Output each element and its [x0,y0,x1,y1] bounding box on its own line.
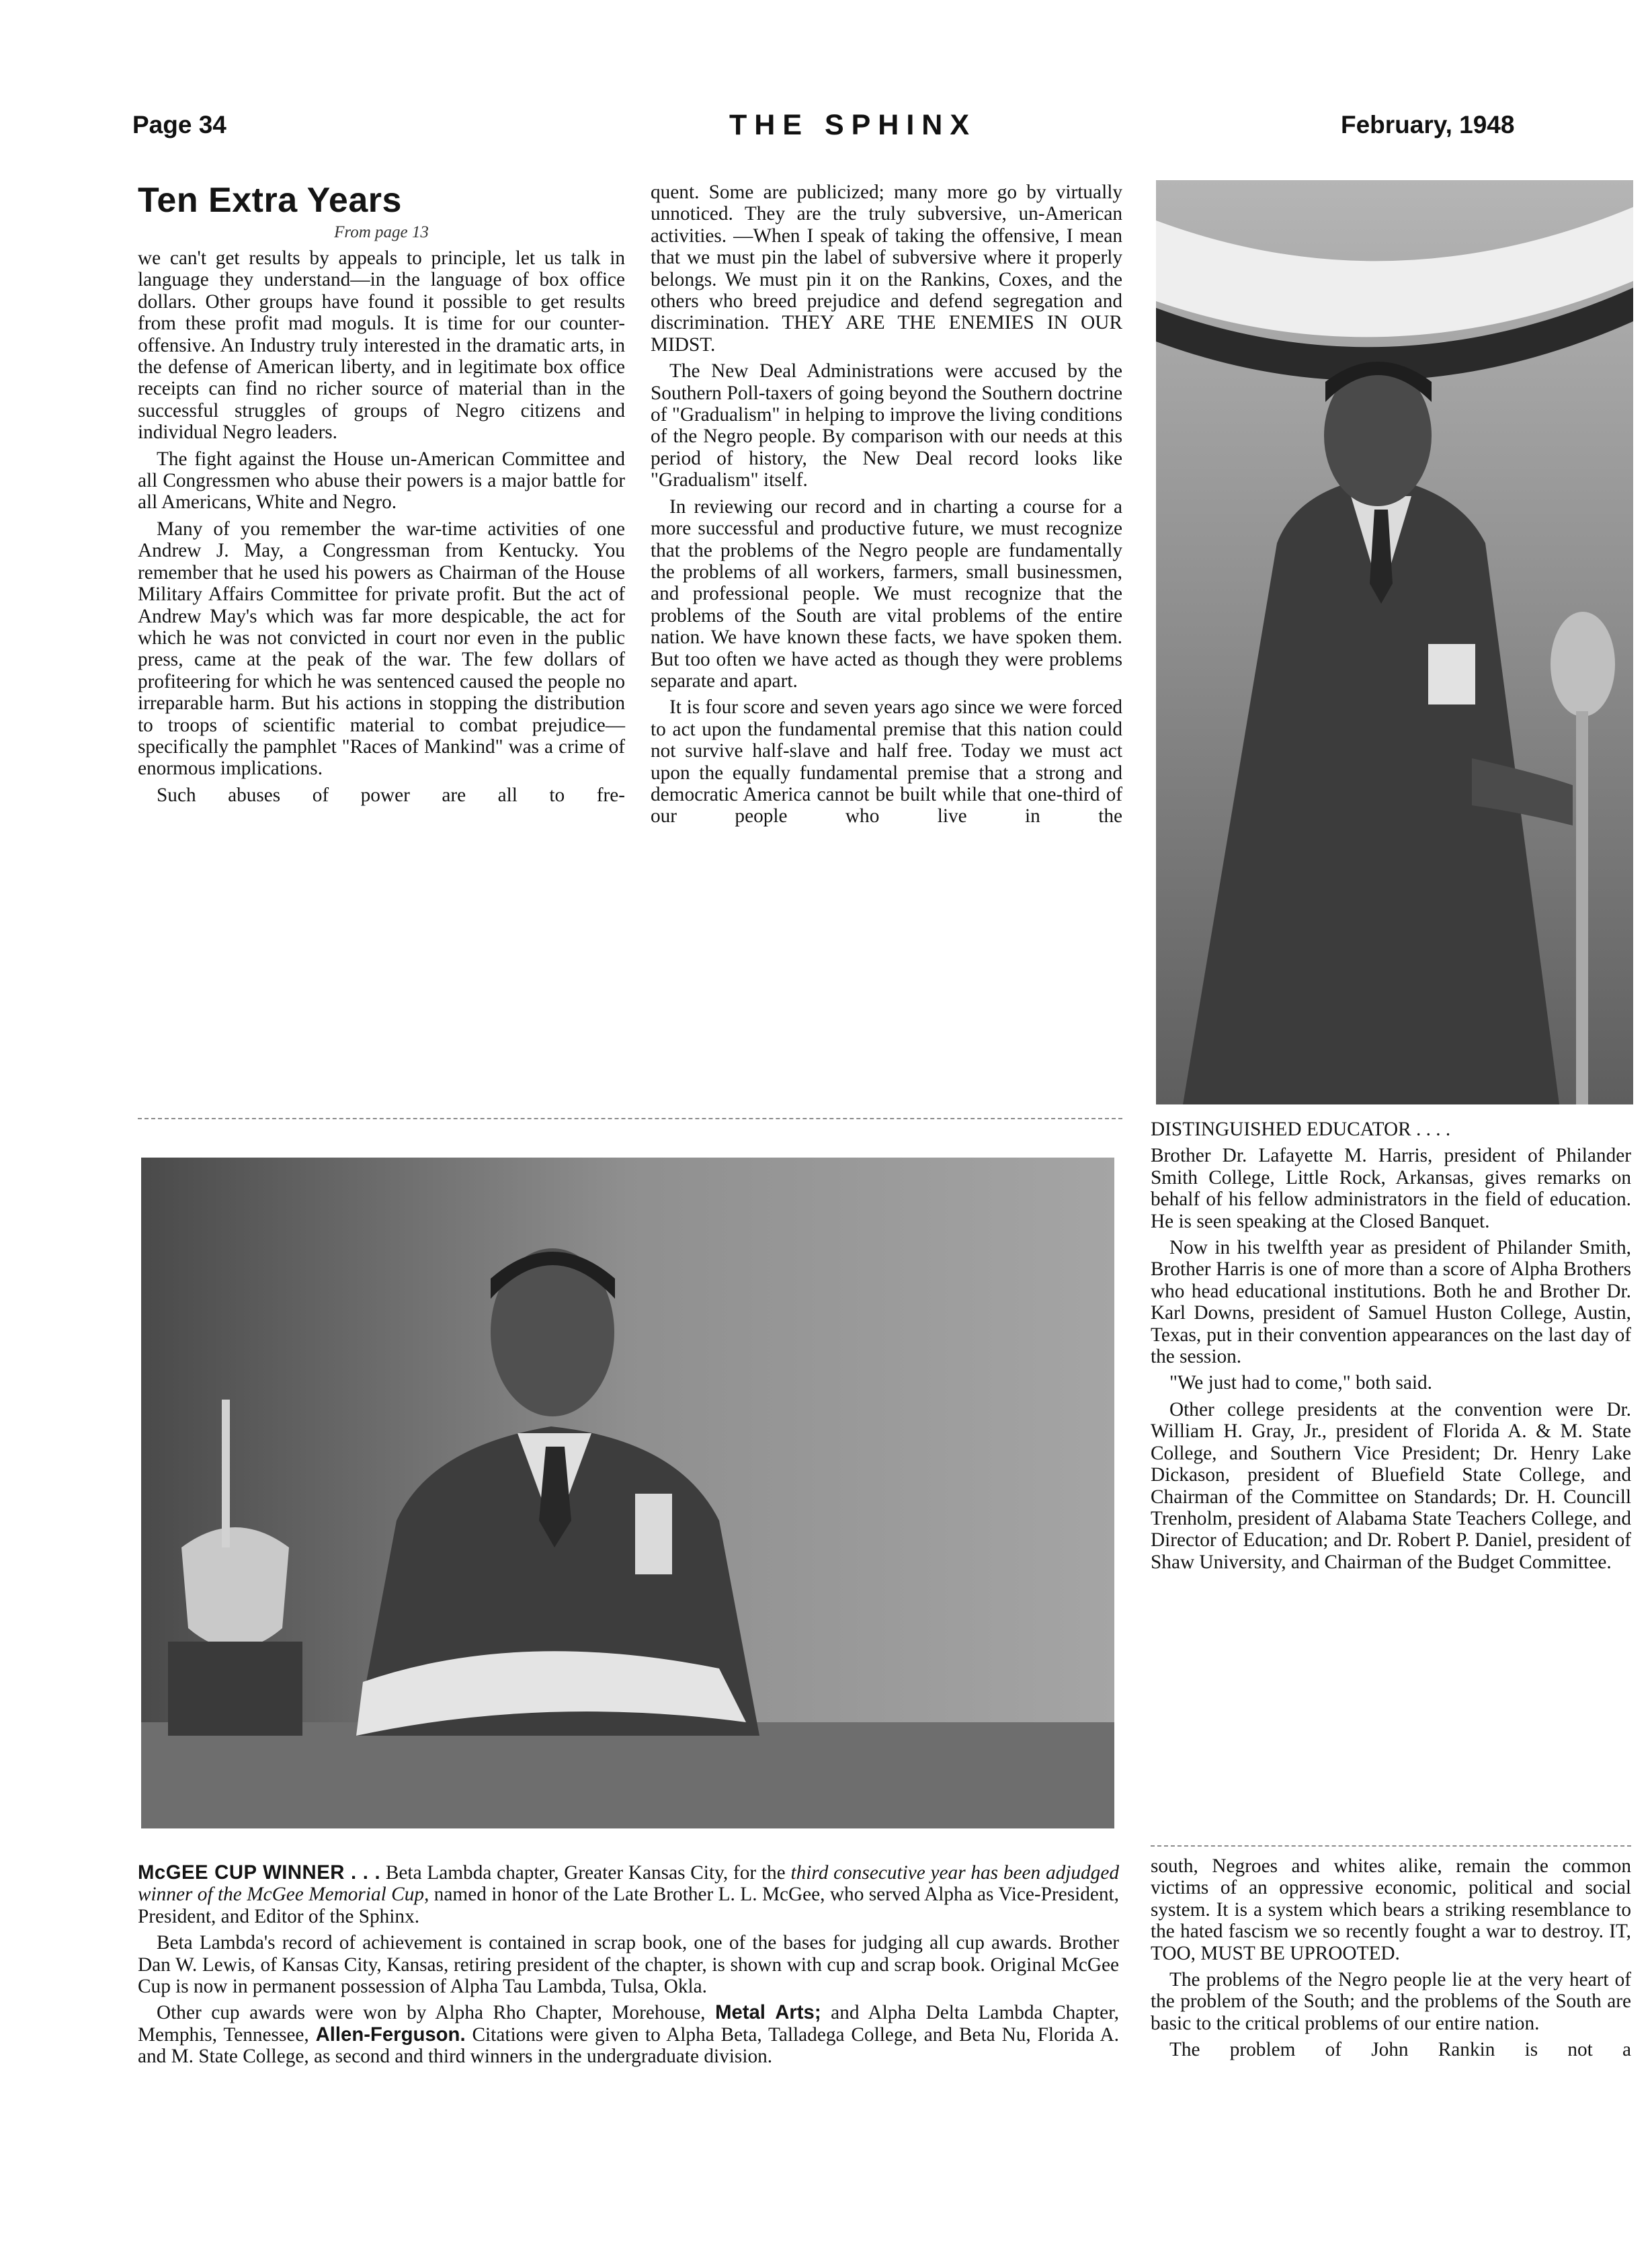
man-at-microphone-icon [1156,180,1633,1104]
paragraph: In reviewing our record and in charting a course for a more successful and productive future, we must recognize that the problems of the Negro people are fundamentally the problems of all workers, farmers, small businessmen, and professional people. We must recognize that the problems of the South are vital problems of the entire nation. We have known these facts, we have spoken them. But too often we have acted as though they were problems separate and apart. [651,495,1122,692]
paragraph: south, Negroes and whites alike, remain the common victims of an oppressive economic, political and social system. It is a system which bears a striking resemblance to the hated fascism we so recently fought a war to destroy. IT, TOO, MUST BE UPROOTED. [1151,1855,1631,1964]
caption-lead: Brother Dr. Lafayette M. Harris, president of Philander Smith College, Little Rock, Arkansas, gives remarks on behalf of his fellow administrators in the field of education. He is seen speaking at the Closed Banquet. [1151,1145,1631,1232]
paragraph: It is four score and seven years ago since we were forced to act upon the fundamental premise that this nation could not survive half-slave and half free. Today we must act upon the equally fundamental premise that a strong and democratic America cannot be built while that one-third of our people who live in the [651,696,1122,828]
article-column-1 [138,180,625,806]
caption-label: McGEE CUP WINNER . . . [138,1861,381,1884]
article-column-3 [1151,1855,1631,2061]
caption-label: DISTINGUISHED EDUCATOR . . . . [1151,1119,1451,1140]
article-headline: Ten Extra Years [138,181,402,220]
educator-photo [1156,180,1633,1104]
paragraph: The problem of John Rankin is not a [1169,2039,1631,2061]
page-number: Page 34 [132,111,226,138]
article-column-2 [651,182,1122,828]
caption-text: Beta Lambda chapter, Greater Kansas City, for the [380,1862,791,1884]
paragraph: we can't get results by appeals to principle, let us talk in language they understand—in the language of box office dollars. Other groups have found it possible to get results from these profit mad moguls. It is time for our counter-offensive. An Industry truly interested in the dramatic arts, in the defense of American liberty, and in legitimate box office receipts can find no richer source of material than in the successful struggles of groups of Negro citizens and individual Negro leaders. [138,247,625,444]
caption-italic-text: third consecutive year has been adjudged winner of the McGee Memorial Cup, [138,1862,1119,1906]
paragraph: Such abuses of power are all to fre- [157,784,625,806]
caption-text: named in honor of the Late Brother L. L. McGee, who served Alpha as Vice-President, President, and Editor of the Sphinx. [138,1884,1120,1927]
publication-title: THE SPHINX [729,109,977,141]
paragraph: Other college presidents at the convention were Dr. William H. Gray, Jr., president of Florida A. & M. State College, and Southern Vice President; Dr. Henry Lake Dickason, president of Bluefield State College, and Chairman of the Committee on Standards; Dr. H. Councill Trenholm, president of Alabama State Teachers College, and Director of Education; and Dr. Robert P. Daniel, president of Shaw University, and Chairman of the Budget Committee. [1151,1398,1631,1573]
section-divider [138,1118,1122,1119]
cup-winner-photo [141,1158,1114,1828]
continued-from: From page 13 [334,223,429,241]
award-name: Allen-Ferguson. [315,2023,466,2046]
paragraph: quent. Some are publicized; many more go by virtually unnoticed. They are the truly subversive, un-American activities. —When I speak of taking the offensive, I mean that we must pin the label of subversive where it properly belongs. We must pin it on the Rankins, Coxes, and the others who breed prejudice and defend segregation and discrimination. THEY ARE THE ENEMIES IN OUR MIDST. [651,182,1122,356]
paragraph: The problems of the Negro people lie at the very heart of the problem of the South; and the problems of the South are basic to the critical problems of our entire nation. [1151,1969,1631,2034]
cup-caption [138,1862,1119,2068]
paragraph: The New Deal Administrations were accused by the Southern Poll-taxers of going beyond the Southern doctrine of "Gradualism" in helping to improve the living conditions of the Negro people. By comparison with our needs at this period of history, the New Deal record looks like "Gradualism" itself. [651,360,1122,491]
award-name: Metal Arts; [715,2001,821,2024]
caption-text: Other cup awards were won by Alpha Rho Chapter, Morehouse, [157,2002,716,2024]
paragraph: The fight against the House un-American Committee and all Congressmen who abuse their powers is a major battle for all Americans, White and Negro. [138,448,625,514]
caption-text: Citations were given to Alpha Beta, Talladega College, and Beta Nu, Florida A. and M. State College, as second and third winners in the undergraduate division. [138,2023,1119,2068]
cup-caption-paragraph-3 [138,2002,1119,2067]
cup-caption-paragraph-2: Beta Lambda's record of achievement is contained in scrap book, one of the bases for judging all cup awards. Brother Dan W. Lewis, of Kansas City, Kansas, retiring president of the chapter, is shown with cup and scrap book. Original McGee Cup is now in permanent possession of Alpha Tau Lambda, Tulsa, Okla. [138,1932,1119,1998]
issue-date: February, 1948 [1341,111,1515,138]
educator-caption [1151,1119,1631,1573]
column-3-divider [1151,1845,1631,1847]
paragraph: Many of you remember the war-time activities of one Andrew J. May, a Congressman from Kentucky. You remember that he used his powers as Chairman of the House Military Affairs Committee for private profit. But the act of Andrew May's which was far more despicable, the act for which he was not convicted in court nor even in the public press, came at the peak of the war. The few dollars of profiteering for which he was sentenced caused the people no irreparable harm. But his actions in stopping the distribution to troops of scientific material to combat prejudice—specifically the pamphlet "Races of Mankind" was a crime of enormous implications. [138,518,625,780]
man-with-trophy-icon [141,1158,1114,1828]
paragraph: Now in his twelfth year as president of Philander Smith, Brother Harris is one of more than a score of Alpha Brothers who head educational institutions. Both he and Brother Dr. Karl Downs, president of Samuel Huston College, Austin, Texas, put in their convention appearances on the last day of the session. [1151,1237,1631,1368]
caption-text: and Alpha Delta Lambda Chapter, Memphis, Tennessee, [138,2002,1119,2046]
paragraph: "We just had to come," both said. [1169,1372,1432,1394]
cup-caption-paragraph-1 [138,1862,1119,1927]
